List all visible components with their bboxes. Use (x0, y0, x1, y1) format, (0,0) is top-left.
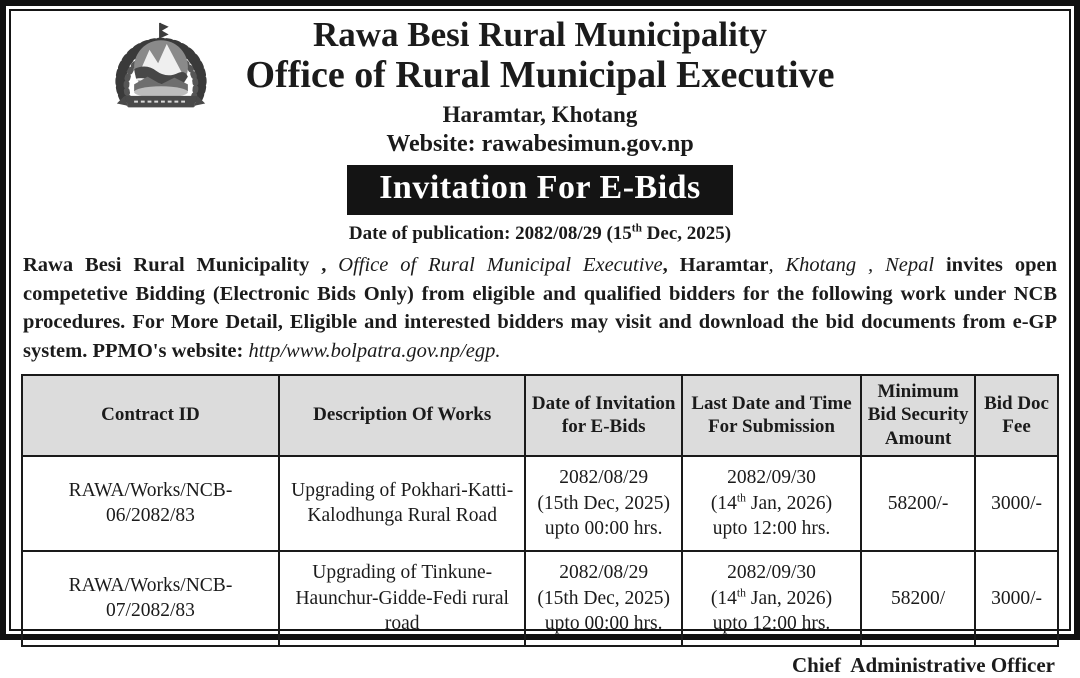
cell-contract-id: RAWA/Works/NCB-07/2082/83 (22, 551, 279, 646)
notice-segment: , Khotang , Nepal (768, 253, 946, 276)
cell-submission-deadline (682, 456, 861, 551)
table-header-row (22, 375, 1058, 456)
notice-frame (9, 9, 1071, 677)
table-row (22, 456, 1058, 551)
submission-date-en-post: Jan, 2026) (746, 587, 833, 609)
banner-title: Invitation For E-Bids (379, 168, 701, 206)
ordinal-suffix: th (736, 491, 746, 505)
notice-segment: invites open competetive Bidding (Electronic Bids Only) from eligible and qualified bidders for the following work under NCB procedures. For More Detail, Eligible and interested bidders may visit and download the bid documents from e-GP system. PPMO's website: (23, 253, 1057, 363)
publication-date (21, 223, 1059, 245)
address-line: Haramtar, Khotang (442, 101, 638, 127)
website-line: Website: rawabesimun.gov.np (386, 130, 694, 157)
submission-date-en-pre: (14 (710, 587, 737, 609)
cell-invitation-date (525, 551, 681, 646)
invitation-time: upto 00:00 hrs. (544, 518, 663, 540)
invitation-date-en: (15th Dec, 2025) (537, 587, 671, 609)
cell-contract-id: RAWA/Works/NCB-06/2082/83 (22, 456, 279, 551)
col-header-doc-fee: Bid Doc Fee (975, 375, 1058, 456)
cell-doc-fee: 3000/- (975, 456, 1058, 551)
col-header-invitation-date: Date of Invitation for E-Bids (525, 375, 681, 456)
submission-date-en (689, 491, 854, 516)
notice-paragraph (23, 251, 1057, 366)
signatory-line: Chief Administrative Officer (791, 652, 1055, 677)
notice-segment: Office of Rural Municipal Executive (338, 253, 663, 276)
cell-submission-deadline (682, 551, 861, 646)
flag-icon (160, 23, 169, 38)
invitation-date-np: 2082/08/29 (559, 562, 649, 584)
municipality-title: Rawa Besi Rural Municipality (312, 15, 768, 54)
table-row (22, 551, 1058, 646)
submission-date-en-pre: (14 (710, 492, 737, 514)
col-header-contract-id: Contract ID (22, 375, 279, 456)
publication-date-text: Date of publication: 2082/08/29 (15 (348, 222, 632, 244)
invitation-date-np: 2082/08/29 (559, 467, 649, 489)
col-header-bid-security: Minimum Bid Security Amount (861, 375, 975, 456)
office-title: Office of Rural Municipal Executive (245, 53, 835, 96)
cell-invitation-date (525, 456, 681, 551)
invitation-time: upto 00:00 hrs. (544, 613, 663, 635)
notice-segment: , Haramtar (662, 253, 769, 276)
submission-date-np: 2082/09/30 (727, 467, 816, 489)
submission-time: upto 12:00 hrs. (712, 613, 831, 635)
notice-segment: Rawa Besi Rural Municipality , (23, 253, 339, 276)
submission-date-en (689, 586, 854, 611)
ordinal-suffix: th (736, 586, 746, 600)
nepal-emblem-icon (103, 21, 219, 117)
col-header-submission-deadline: Last Date and Time For Submission (682, 375, 861, 456)
submission-time: upto 12:00 hrs. (712, 518, 831, 540)
bids-table (21, 374, 1059, 647)
cell-bid-security: 58200/ (861, 551, 975, 646)
col-header-description: Description Of Works (279, 375, 526, 456)
submission-date-np: 2082/09/30 (727, 562, 816, 584)
invitation-date-en: (15th Dec, 2025) (537, 492, 671, 514)
invitation-banner (347, 165, 733, 215)
cell-description: Upgrading of Tinkune-Haunchur-Gidde-Fedi rural road (279, 551, 526, 646)
cell-bid-security: 58200/- (861, 456, 975, 551)
ppmo-url: http/www.bolpatra.gov.np/egp. (248, 340, 501, 363)
ordinal-suffix: th (631, 222, 642, 235)
cell-doc-fee: 3000/- (975, 551, 1058, 646)
submission-date-en-post: Jan, 2026) (746, 492, 833, 514)
publication-date-tail: Dec, 2025) (641, 222, 732, 244)
cell-description: Upgrading of Pokhari-Katti-Kalodhunga Rural Road (279, 456, 526, 551)
